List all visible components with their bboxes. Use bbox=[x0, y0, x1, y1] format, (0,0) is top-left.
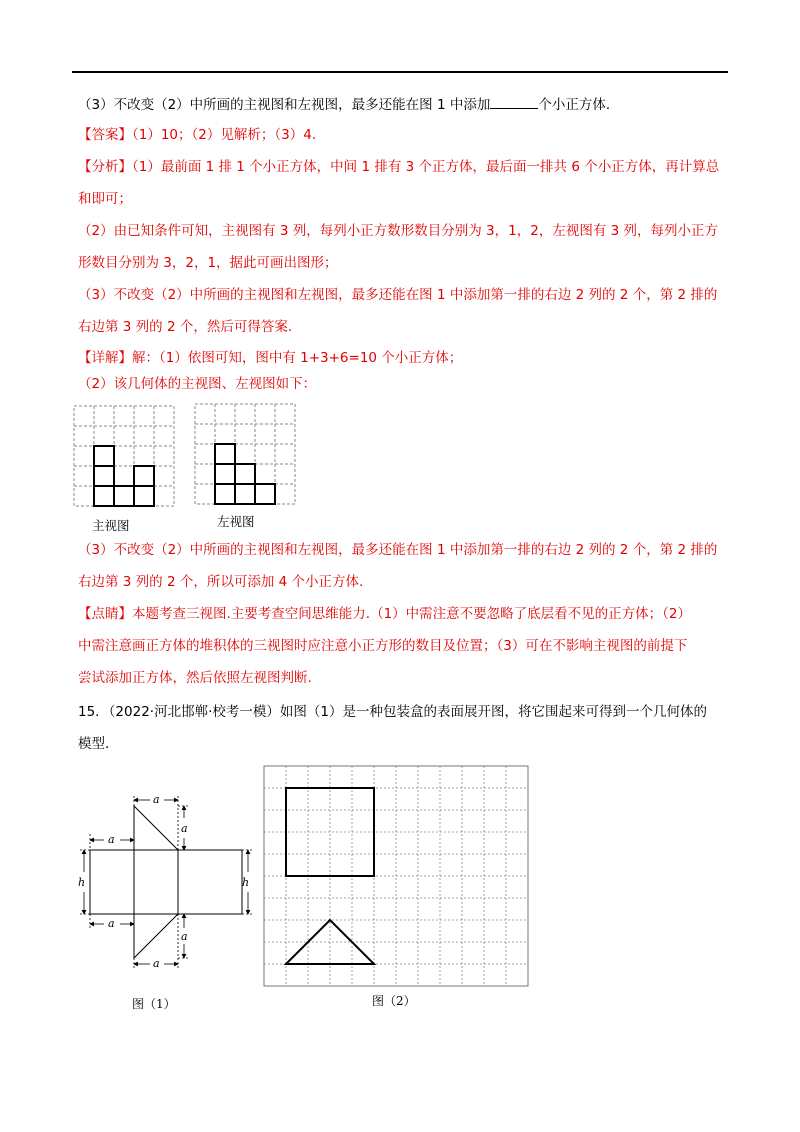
analysis-line-2: 和即可； bbox=[78, 191, 132, 207]
analysis-line-1 bbox=[78, 157, 719, 177]
detail-line-3: （3）不改变（2）中所画的主视图和左视图，最多还能在图 1 中添加第一排的右边 2 列的 2 个，第 2 排的 bbox=[78, 542, 718, 558]
dim-a-top: a bbox=[153, 793, 160, 806]
question-15-line-1: 15．（2022·河北邯郸·校考一模）如图（1）是一种包装盒的表面展开图，将它围起来可得到一个几何体的 bbox=[78, 704, 707, 720]
dim-a-left-bottom: a bbox=[108, 917, 115, 930]
net-outline bbox=[90, 806, 242, 958]
detail-line-1 bbox=[78, 348, 462, 368]
main-view-grid bbox=[74, 406, 174, 506]
dim-h-left: h bbox=[78, 876, 86, 889]
figure-2-grid bbox=[262, 764, 534, 1014]
left-view-label: 左视图 bbox=[217, 514, 255, 529]
analysis-line-6: 右边第 3 列的 2 个，然后可得答案. bbox=[78, 319, 293, 335]
main-view-figure bbox=[72, 404, 182, 534]
dim-a-bottom: a bbox=[153, 957, 160, 970]
left-view-figure bbox=[193, 402, 303, 532]
answer-line bbox=[78, 125, 316, 145]
comment-label: 【点睛】 bbox=[78, 606, 132, 622]
net-dimension-arrows bbox=[84, 800, 248, 964]
left-view-grid bbox=[195, 404, 295, 504]
net-extension-lines bbox=[80, 796, 252, 968]
comment-line-1 bbox=[78, 604, 691, 624]
left-view-squares bbox=[215, 444, 275, 504]
comment-line-3: 尝试添加正方体，然后依照左视图判断. bbox=[78, 670, 312, 686]
comment-line-2: 中需注意画正方体的堆积体的三视图时应注意小正方形的数目及位置；（3）可在不影响主视图的前提下 bbox=[78, 638, 688, 654]
dim-h-right: h bbox=[242, 876, 250, 889]
detail-line-4: 右边第 3 列的 2 个，所以可添加 4 个小正方体. bbox=[78, 574, 364, 590]
answer-text: （1）10；（2）见解析；（3）4. bbox=[132, 127, 317, 143]
detail-text-1: 解：（1）依图可知，图中有 1+3+6=10 个小正方体； bbox=[132, 350, 463, 366]
analysis-line-4: 形数目分别为 3，2，1，据此可画出图形； bbox=[78, 255, 338, 271]
comment-text-1: 本题考查三视图.主要考查空间思维能力.（1）中需注意不要忽略了底层看不见的正方体；（2） bbox=[132, 606, 692, 622]
detail-line-2: （2）该几何体的主视图、左视图如下： bbox=[78, 376, 317, 392]
figure-2-caption: 图（2） bbox=[372, 994, 416, 1008]
main-view-squares bbox=[94, 446, 154, 506]
figure-1-net bbox=[70, 788, 260, 1023]
answer-blank[interactable] bbox=[490, 94, 538, 109]
analysis-label: 【分析】 bbox=[78, 159, 132, 175]
dim-a-left-top: a bbox=[108, 833, 115, 846]
question-3-tail: 个小正方体． bbox=[538, 97, 620, 113]
question-3-line bbox=[78, 94, 619, 115]
analysis-line-3: （2）由已知条件可知，主视图有 3 列，每列小正方数形数目分别为 3，1，2，左视图有 3 列，每列小正方 bbox=[78, 223, 718, 239]
figure-1-caption: 图（1） bbox=[132, 997, 176, 1011]
main-view-label: 主视图 bbox=[92, 518, 130, 533]
answer-label: 【答案】 bbox=[78, 127, 132, 143]
analysis-text-1: （1）最前面 1 排 1 个小正方体，中间 1 排有 3 个正方体，最后面一排共 6 个小正方体，再计算总 bbox=[132, 159, 720, 175]
dim-a-bottom-side: a bbox=[181, 930, 188, 943]
dim-a-top-side: a bbox=[181, 822, 188, 835]
analysis-line-5: （3）不改变（2）中所画的主视图和左视图，最多还能在图 1 中添加第一排的右边 2 列的 2 个，第 2 排的 bbox=[78, 287, 718, 303]
top-rule bbox=[72, 71, 728, 73]
detail-label: 【详解】 bbox=[78, 350, 132, 366]
question-15-line-2: 模型． bbox=[78, 736, 119, 752]
question-3-text: （3）不改变（2）中所画的主视图和左视图，最多还能在图 1 中添加 bbox=[78, 97, 491, 113]
